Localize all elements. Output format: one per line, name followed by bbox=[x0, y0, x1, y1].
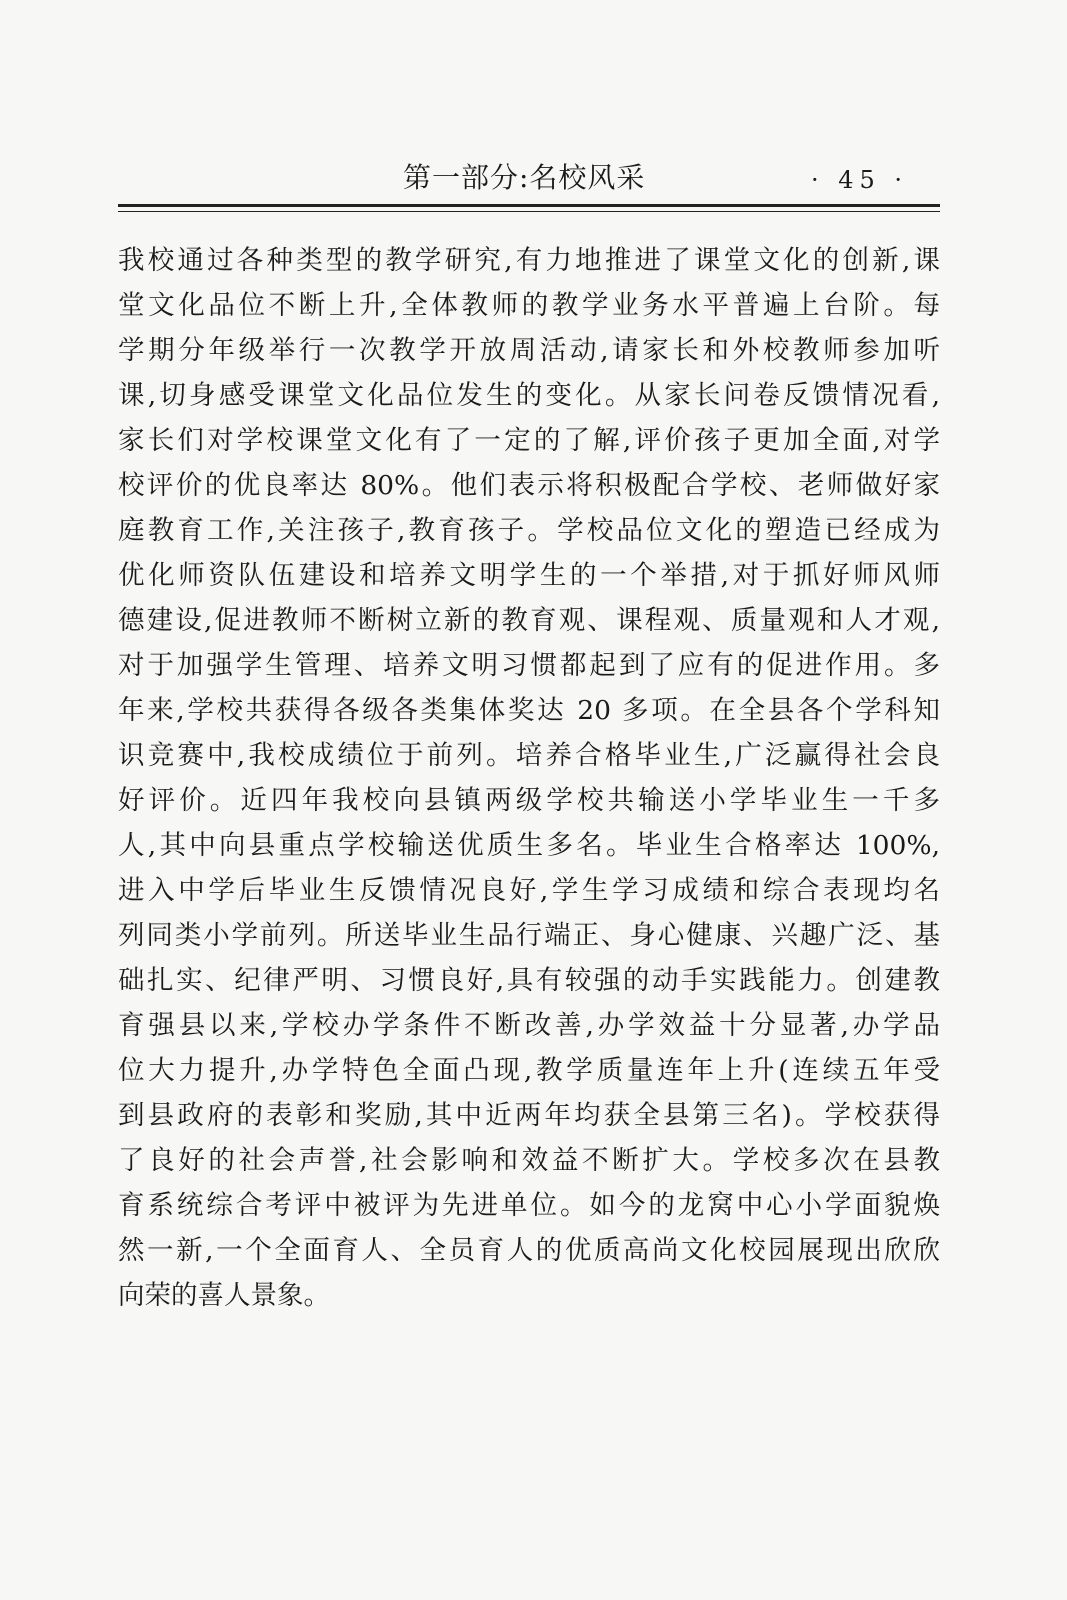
body-paragraph bbox=[118, 238, 940, 1318]
text-line: 校评价的优良率达 80%。他们表示将积极配合学校、老师做好家 bbox=[118, 470, 940, 501]
text-line: 础扎实、纪律严明、习惯良好,具有较强的动手实践能力。创建教 bbox=[118, 965, 940, 996]
text-line: 课,切身感受课堂文化品位发生的变化。从家长问卷反馈情况看, bbox=[118, 380, 940, 411]
text-line: 然一新,一个全面育人、全员育人的优质高尚文化校园展现出欣欣 bbox=[118, 1235, 940, 1266]
text-line: 列同类小学前列。所送毕业生品行端正、身心健康、兴趣广泛、基 bbox=[118, 920, 940, 951]
text-line: 育强县以来,学校办学条件不断改善,办学效益十分显著,办学品 bbox=[118, 1010, 940, 1041]
page-number: · 45 · bbox=[810, 166, 908, 194]
header-rule-thin bbox=[118, 211, 940, 212]
text-line: 年来,学校共获得各级各类集体奖达 20 多项。在全县各个学科知 bbox=[118, 695, 940, 726]
text-line: 庭教育工作,关注孩子,教育孩子。学校品位文化的塑造已经成为 bbox=[118, 515, 940, 546]
text-line: 学期分年级举行一次教学开放周活动,请家长和外校教师参加听 bbox=[118, 335, 940, 366]
text-line: 堂文化品位不断上升,全体教师的教学业务水平普遍上台阶。每 bbox=[118, 290, 940, 321]
text-line: 家长们对学校课堂文化有了一定的了解,评价孩子更加全面,对学 bbox=[118, 425, 940, 456]
text-line: 好评价。近四年我校向县镇两级学校共输送小学毕业生一千多 bbox=[118, 785, 940, 816]
text-line: 了良好的社会声誉,社会影响和效益不断扩大。学校多次在县教 bbox=[118, 1145, 940, 1176]
running-header bbox=[118, 160, 938, 200]
text-line: 人,其中向县重点学校输送优质生多名。毕业生合格率达 100%, bbox=[118, 830, 940, 861]
header-rule-thick bbox=[118, 204, 940, 207]
text-line: 我校通过各种类型的教学研究,有力地推进了课堂文化的创新,课 bbox=[118, 245, 940, 276]
section-title: 第一部分:名校风采 bbox=[403, 161, 646, 194]
text-line: 优化师资队伍建设和培养文明学生的一个举措,对于抓好师风师 bbox=[118, 560, 940, 591]
text-line: 向荣的喜人景象。 bbox=[118, 1280, 330, 1311]
text-line: 对于加强学生管理、培养文明习惯都起到了应有的促进作用。多 bbox=[118, 650, 940, 681]
text-line: 进入中学后毕业生反馈情况良好,学生学习成绩和综合表现均名 bbox=[118, 875, 940, 906]
text-line: 到县政府的表彰和奖励,其中近两年均获全县第三名)。学校获得 bbox=[118, 1100, 940, 1131]
text-line: 育系统综合考评中被评为先进单位。如今的龙窝中心小学面貌焕 bbox=[118, 1190, 940, 1221]
text-line: 德建设,促进教师不断树立新的教育观、课程观、质量观和人才观, bbox=[118, 605, 940, 636]
text-line: 识竞赛中,我校成绩位于前列。培养合格毕业生,广泛赢得社会良 bbox=[118, 740, 940, 771]
text-line: 位大力提升,办学特色全面凸现,教学质量连年上升(连续五年受 bbox=[118, 1055, 940, 1086]
